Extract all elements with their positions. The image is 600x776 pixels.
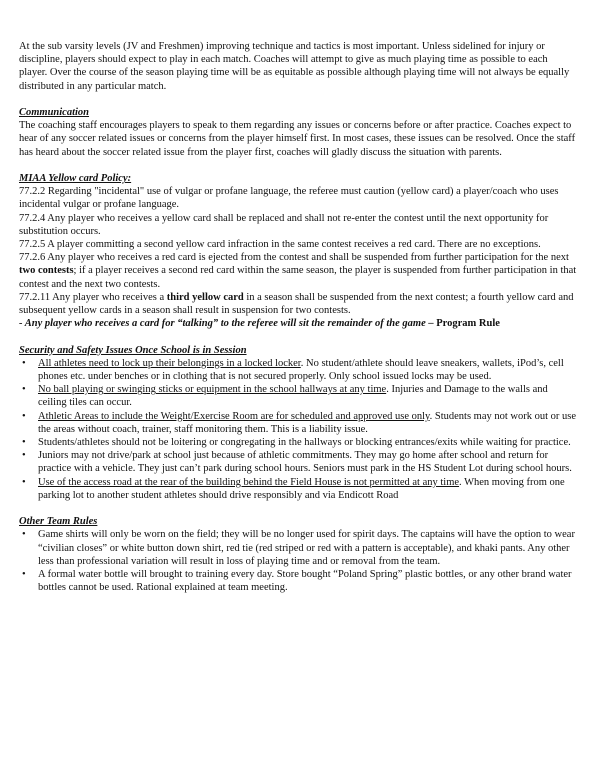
list-item-underlined: Use of the access road at the rear of the building behind the Field House is not permitted at any time xyxy=(38,476,460,488)
other-rules-list xyxy=(19,528,578,594)
list-item xyxy=(19,410,578,436)
list-item xyxy=(19,568,578,594)
rule-77-2-5: 77.2.5 A player committing a second yellow card infraction in the same contest receives a red card. There are no exceptions. xyxy=(19,239,541,251)
security-list xyxy=(19,357,578,502)
program-rule-text: - Any player who receives a card for “talking” to the referee will sit the remainder of the game – xyxy=(19,318,437,330)
intro-paragraph: At the sub varsity levels (JV and Freshmen) improving technique and tactics is most important. Unless sidelined for injury or discipline, players should expect to play in each match. Coaches will attempt to give as much playing time as possible to each player. Over the course of the season playing time will be as equitable as possible although playing time will not always be equally distributed in any particular match. xyxy=(19,41,570,92)
rule-77-2-6-text-b: ; if a player receives a second red card within the same season, the player is suspended from further participation in that contest and the next two contests. xyxy=(19,265,577,290)
list-item xyxy=(19,528,578,568)
rule-77-2-6-text-a: 77.2.6 Any player who receives a red card is ejected from the contest and shall be suspended from further participation for the next xyxy=(19,252,569,264)
list-item xyxy=(19,357,578,383)
yellow-card-heading: MIAA Yellow card Policy: xyxy=(19,173,132,184)
communication-section xyxy=(19,106,578,159)
rule-77-2-11-bold: third yellow card xyxy=(166,291,244,303)
list-item-underlined: Athletic Areas to include the Weight/Exercise Room are for scheduled and approved use only xyxy=(38,410,430,422)
list-item-text: . No student/athlete should leave sneakers, wallets, iPod’s, cell phones etc. under benches or in clothing that is not secured properly. Only school issued locks may be used. xyxy=(38,357,564,383)
list-item-text: Game shirts will only be worn on the field; they will be no longer used for spirit days. The captains will have the option to wear “civilian closes” or white button down shirt, red tie (red striped or red with a pattern is acceptable), and khaki pants. Any other less than professional variation will result in loss of playing time and or removal from the team. xyxy=(38,529,575,567)
list-item xyxy=(19,476,578,502)
communication-heading: Communication xyxy=(19,107,90,118)
list-item xyxy=(19,436,578,449)
list-item-text: . When moving from one parking lot to another student athletes should drive responsibly and via Endicott Road xyxy=(38,476,565,501)
bullet-icon: • xyxy=(22,569,26,581)
list-item-text: . Injuries and Damage to the walls and ceiling tiles can occur. xyxy=(38,384,548,409)
communication-body: The coaching staff encourages players to speak to them regarding any issues or concerns before or after practice. Coaches expect to hear of any soccer related issues or concerns from the player himself first. In most cases, these issues can be resolved. Once the staff has heard about the soccer related issue from the player first, coaches will gladly discuss the situation with parents. xyxy=(19,120,576,158)
rule-77-2-11 xyxy=(19,291,578,317)
rule-77-2-11-text-a: 77.2.11 Any player who receives a xyxy=(19,291,167,303)
bullet-icon: • xyxy=(22,384,26,396)
list-item-underlined: No ball playing or swinging sticks or equipment in the school hallways at any time xyxy=(38,384,387,396)
list-item-text: Juniors may not drive/park at school just because of athletic commitments. They may go home after school and return for practice with a vehicle. They just can’t park during school hours. Seniors must park in the HS Student Lot during school hours. xyxy=(38,450,572,475)
list-item-text: . Students may not work out or use the areas without coach, trainer, staff monitoring them. This is a liability issue. xyxy=(38,410,577,435)
security-section xyxy=(19,344,578,502)
bullet-icon: • xyxy=(22,529,26,541)
bullet-icon: • xyxy=(22,410,26,422)
rule-77-2-4: 77.2.4 Any player who receives a yellow card shall be replaced and shall not re-enter the contest until the next opportunity for substitution occurs. xyxy=(19,212,549,237)
program-rule-label: Program Rule xyxy=(436,318,500,330)
rule-77-2-6-bold: two contests xyxy=(19,265,74,277)
list-item-text: Students/athletes should not be loitering or congregating in the hallways or blocking entrances/exits while waiting for practice. xyxy=(38,437,571,449)
bullet-icon: • xyxy=(22,437,26,449)
rule-77-2-6 xyxy=(19,251,578,291)
bullet-icon: • xyxy=(22,450,26,462)
list-item-underlined: All athletes need to lock up their belongings in a locked locker xyxy=(38,357,301,369)
security-heading: Security and Safety Issues Once School is in Session xyxy=(19,344,247,356)
yellow-card-section xyxy=(19,172,578,330)
list-item-text: A formal water bottle will brought to training every day. Store bought “Poland Spring” plastic bottles, or any other brand water bottles cannot be used. Rational explained at team meeting. xyxy=(38,569,572,594)
other-rules-section xyxy=(19,515,578,594)
other-rules-heading: Other Team Rules xyxy=(19,516,98,528)
rule-77-2-2: 77.2.2 Regarding "incidental" use of vulgar or profane language, the referee must caution (yellow card) a player/coach who uses incidental vulgar or profane language. xyxy=(19,186,559,211)
list-item xyxy=(19,383,578,409)
bullet-icon: • xyxy=(22,476,26,488)
rule-77-2-11-text-b: in a season shall be suspended from the next contest; a fourth yellow card and subsequent yellow cards in a season shall result in suspension for two contests. xyxy=(19,291,574,317)
bullet-icon: • xyxy=(22,357,26,369)
program-rule-line xyxy=(19,317,578,330)
list-item xyxy=(19,449,578,475)
